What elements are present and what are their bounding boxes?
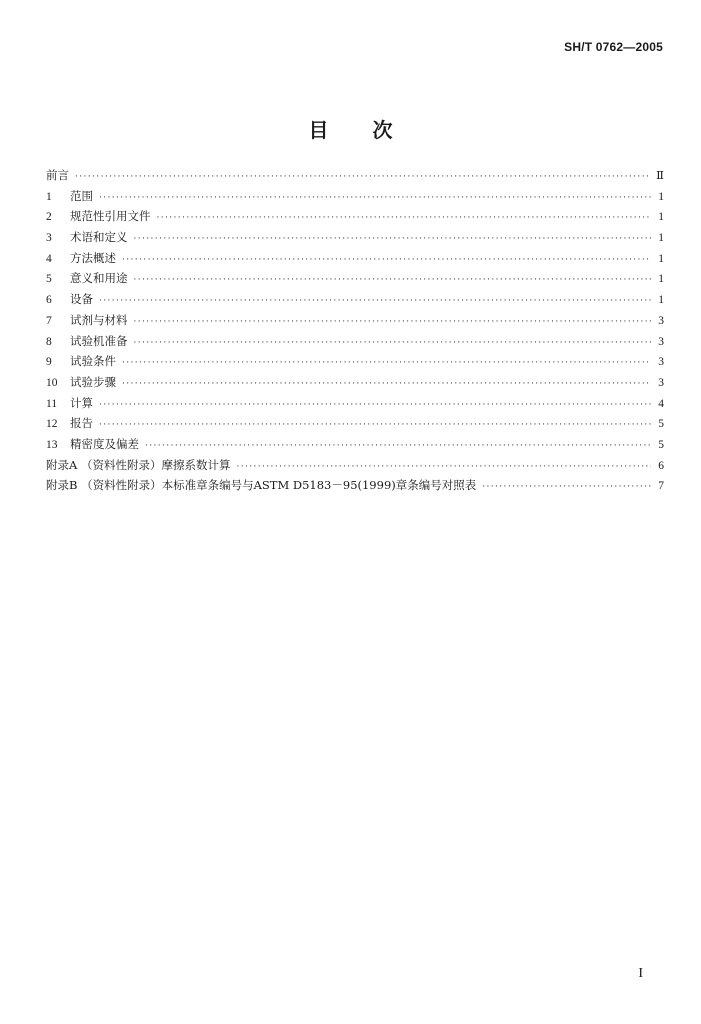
toc-entry-page: 1 xyxy=(658,294,664,307)
toc-entry-number: 8 xyxy=(46,335,52,348)
toc-entry-label: 试验步骤 xyxy=(70,374,116,389)
toc-entry-number: 13 xyxy=(46,438,58,451)
toc-entry-number: 9 xyxy=(46,356,52,369)
toc-dot-leader xyxy=(134,275,652,285)
toc-dot-leader xyxy=(99,296,651,306)
toc-entry xyxy=(46,167,664,188)
toc-dot-leader xyxy=(134,338,652,348)
toc-dot-leader xyxy=(99,400,651,410)
toc-dot-leader xyxy=(236,462,651,472)
toc-entry xyxy=(46,395,664,416)
toc-entry-label: 范围 xyxy=(70,188,93,203)
toc-entry xyxy=(46,250,664,271)
toc-entry xyxy=(46,229,664,250)
toc-entry-number: 12 xyxy=(46,418,58,431)
toc-entry-number: 3 xyxy=(46,232,52,245)
toc-entry-number: 4 xyxy=(46,252,52,265)
toc-entry xyxy=(46,291,664,312)
toc-entry-label: 前言 xyxy=(46,168,69,182)
toc-dot-leader xyxy=(122,358,651,368)
toc-entry xyxy=(46,374,664,395)
toc-entry xyxy=(46,188,664,209)
toc-entry-number: 11 xyxy=(46,397,58,410)
toc-dot-leader xyxy=(122,379,651,389)
toc-entry-label: 试验条件 xyxy=(70,354,116,369)
toc-dot-leader xyxy=(157,213,652,223)
toc-entry-page: 6 xyxy=(658,459,664,472)
toc-entry-number: 5 xyxy=(46,273,52,286)
toc-entry-page: 4 xyxy=(658,397,664,410)
toc-entry-page: Ⅱ xyxy=(656,170,664,182)
toc-entry-page: 1 xyxy=(658,211,664,224)
toc-dot-leader xyxy=(134,317,652,327)
toc-entry-page: 3 xyxy=(658,356,664,369)
toc-entry-label: 报告 xyxy=(70,416,93,431)
toc-entry-page: 1 xyxy=(658,232,664,245)
toc-entry-page: 7 xyxy=(658,480,664,493)
page-title: 目次 xyxy=(308,118,437,142)
toc-entry-page: 1 xyxy=(658,273,664,286)
toc-entry xyxy=(46,208,664,229)
toc-entry xyxy=(46,415,664,436)
toc-entry-number: 2 xyxy=(46,211,52,224)
toc-entry-label: 术语和定义 xyxy=(70,230,128,245)
toc-entry-page: 3 xyxy=(658,335,664,348)
toc-entry-label: 附录B （资料性附录）本标准章条编号与ASTM D5183－95(1999)章条编号对照表 xyxy=(46,478,477,493)
toc-entry-page: 5 xyxy=(658,418,664,431)
toc-entry-label: 附录A （资料性附录）摩擦系数计算 xyxy=(46,457,231,472)
table-of-contents xyxy=(46,167,664,498)
toc-dot-leader xyxy=(99,420,651,430)
page-number: I xyxy=(638,966,643,981)
toc-entry xyxy=(46,457,664,478)
toc-entry-number: 6 xyxy=(46,294,52,307)
toc-dot-leader xyxy=(134,234,652,244)
toc-dot-leader xyxy=(99,193,651,203)
toc-entry-page: 1 xyxy=(658,190,664,203)
toc-dot-leader xyxy=(482,482,651,492)
toc-entry-number: 1 xyxy=(46,190,52,203)
toc-entry-number: 10 xyxy=(46,376,58,389)
toc-entry-page: 3 xyxy=(658,376,664,389)
toc-entry xyxy=(46,436,664,457)
toc-dot-leader xyxy=(75,172,651,182)
toc-dot-leader xyxy=(145,441,651,451)
toc-entry-label: 计算 xyxy=(70,395,93,410)
toc-dot-leader xyxy=(122,255,651,265)
toc-entry xyxy=(46,477,664,498)
toc-entry-label: 试验机准备 xyxy=(70,333,128,348)
toc-entry-page: 3 xyxy=(658,314,664,327)
toc-entry-label: 精密度及偏差 xyxy=(70,436,139,451)
toc-entry-page: 1 xyxy=(658,252,664,265)
toc-entry-label: 规范性引用文件 xyxy=(70,209,151,224)
toc-entry-label: 试剂与材料 xyxy=(70,312,128,327)
toc-entry xyxy=(46,270,664,291)
toc-entry xyxy=(46,333,664,354)
toc-entry-label: 方法概述 xyxy=(70,250,116,265)
toc-entry-page: 5 xyxy=(658,438,664,451)
toc-entry-label: 设备 xyxy=(70,292,93,307)
toc-entry xyxy=(46,312,664,333)
toc-entry-number: 7 xyxy=(46,314,52,327)
toc-entry-label: 意义和用途 xyxy=(70,271,128,286)
toc-entry xyxy=(46,353,664,374)
standard-number: SH/T 0762—2005 xyxy=(564,40,663,54)
